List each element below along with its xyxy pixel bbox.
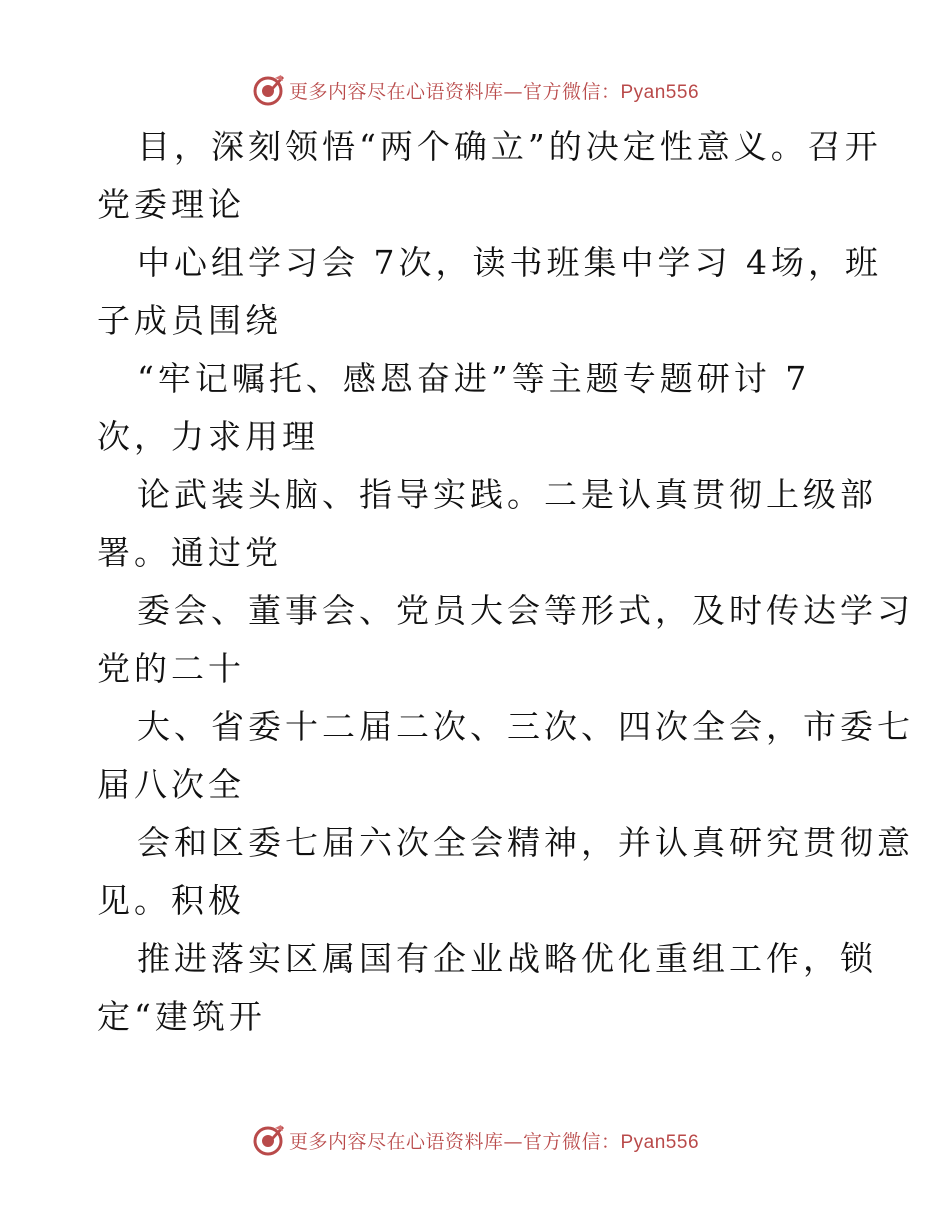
paragraph-line: 中心组学习会 7次，读书班集中学习 4场，班 — [137, 243, 882, 282]
document-body — [0, 118, 950, 1046]
paragraph-8 — [0, 930, 950, 1046]
quill-logo-icon — [251, 1123, 285, 1157]
header-wechat-id: Pyan556 — [620, 81, 700, 103]
footer-banner — [0, 1118, 950, 1162]
footer-brand-text: 更多内容尽在心语资料库 — [288, 1130, 504, 1153]
paragraph-3 — [0, 350, 950, 466]
header-separator: — — [503, 80, 523, 103]
footer-banner-text — [289, 1127, 699, 1154]
paragraph-line: 署。通过党 — [97, 533, 282, 572]
paragraph-line: 届八次全 — [97, 765, 245, 804]
footer-wechat-id: Pyan556 — [620, 1131, 700, 1153]
paragraph-4 — [0, 466, 950, 582]
paragraph-line: 论武装头脑、指导实践。二是认真贯彻上级部 — [137, 475, 877, 514]
paragraph-1 — [0, 118, 950, 234]
quill-logo-icon — [251, 73, 285, 107]
header-banner-text — [289, 77, 699, 104]
paragraph-line: 委会、董事会、党员大会等形式，及时传达学习 — [137, 591, 914, 630]
paragraph-line: 目，深刻领悟“两个确立”的决定性意义。召开 — [137, 127, 882, 166]
paragraph-line: 推进落实区属国有企业战略优化重组工作，锁 — [137, 939, 877, 978]
header-brand-text: 更多内容尽在心语资料库 — [288, 80, 504, 103]
paragraph-6 — [0, 698, 950, 814]
header-wechat-label: 官方微信： — [522, 80, 621, 103]
paragraph-line: 会和区委七届六次全会精神，并认真研究贯彻意 — [137, 823, 914, 862]
paragraph-line: 定“建筑开 — [97, 997, 266, 1036]
paragraph-line: “牢记嘱托、感恩奋进”等主题专题研讨 7 — [137, 359, 811, 398]
paragraph-line: 党委理论 — [97, 185, 245, 224]
paragraph-line: 党的二十 — [97, 649, 245, 688]
paragraph-line: 子成员围绕 — [97, 301, 282, 340]
paragraph-line: 见。积极 — [97, 881, 245, 920]
header-banner — [0, 68, 950, 112]
footer-separator: — — [503, 1130, 523, 1153]
paragraph-7 — [0, 814, 950, 930]
paragraph-5 — [0, 582, 950, 698]
paragraph-2 — [0, 234, 950, 350]
footer-wechat-label: 官方微信： — [522, 1130, 621, 1153]
paragraph-line: 次，力求用理 — [97, 417, 319, 456]
paragraph-line: 大、省委十二届二次、三次、四次全会，市委七 — [137, 707, 914, 746]
